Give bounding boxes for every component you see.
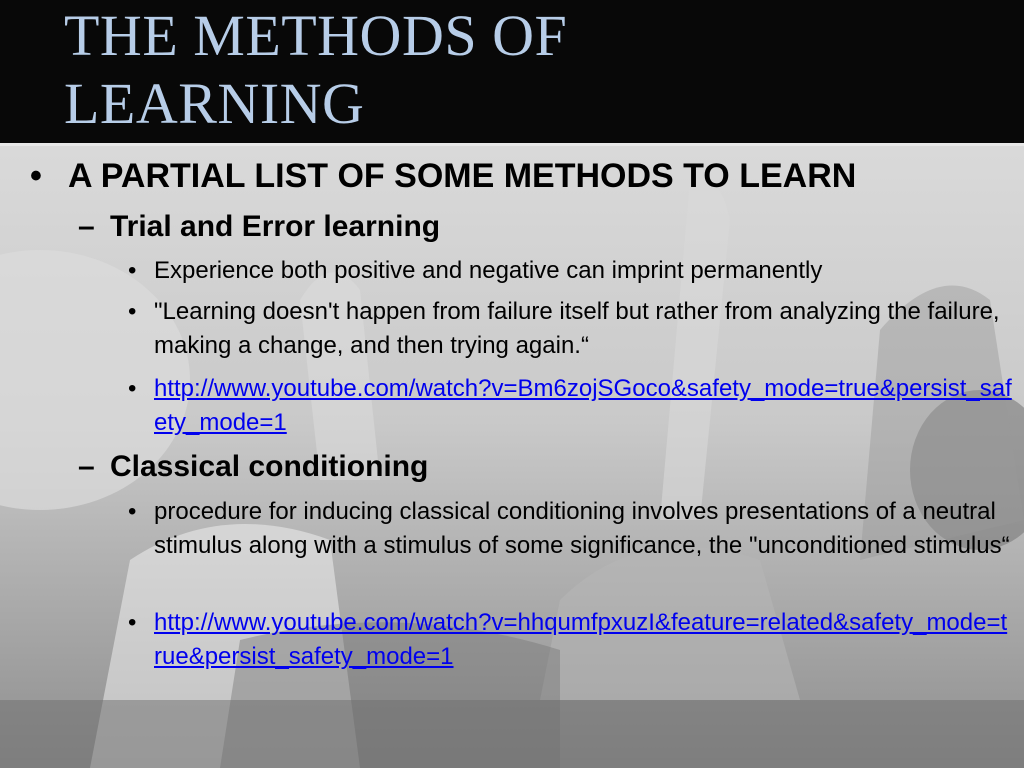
link-row (154, 606, 1014, 674)
slide-body (0, 150, 1024, 760)
title-bar (0, 0, 1024, 146)
youtube-link-classical-conditioning[interactable]: http://www.youtube.com/watch?v=hhqumfpxuzI&feature=related&safety_mode=true&persist_safety_mode=1 (154, 609, 1008, 670)
section-trial-and-error: Trial and Error learning (110, 210, 441, 243)
title-line-2: LEARNING (64, 71, 365, 136)
bullet-marker: • (128, 498, 137, 525)
bullet-procedure: procedure for inducing classical conditioning involves presentations of a neutral stimulus along with a stimulus of some significance, the "unconditioned stimulus“ (154, 498, 1010, 559)
bullet-marker: • (128, 609, 137, 636)
dash-marker: – (78, 450, 95, 483)
section-classical-conditioning: Classical conditioning (110, 450, 429, 483)
bullet-marker: • (30, 157, 42, 195)
bullet-marker: • (128, 257, 137, 284)
slide-heading: A PARTIAL LIST OF SOME METHODS TO LEARN (68, 157, 857, 195)
slide-title (64, 2, 1004, 138)
bullet-marker: • (128, 298, 137, 325)
title-line-1: THE METHODS OF (64, 3, 568, 68)
link-row (154, 372, 1014, 440)
dash-marker: – (78, 210, 95, 243)
bullet-experience: Experience both positive and negative can imprint permanently (154, 257, 823, 284)
youtube-link-trial-and-error[interactable]: http://www.youtube.com/watch?v=Bm6zojSGoco&safety_mode=true&persist_safety_mode=1 (154, 375, 1012, 436)
bullet-marker: • (128, 375, 137, 402)
bullet-failure-quote: "Learning doesn't happen from failure itself but rather from analyzing the failure, making a change, and then trying again.“ (154, 298, 1000, 359)
